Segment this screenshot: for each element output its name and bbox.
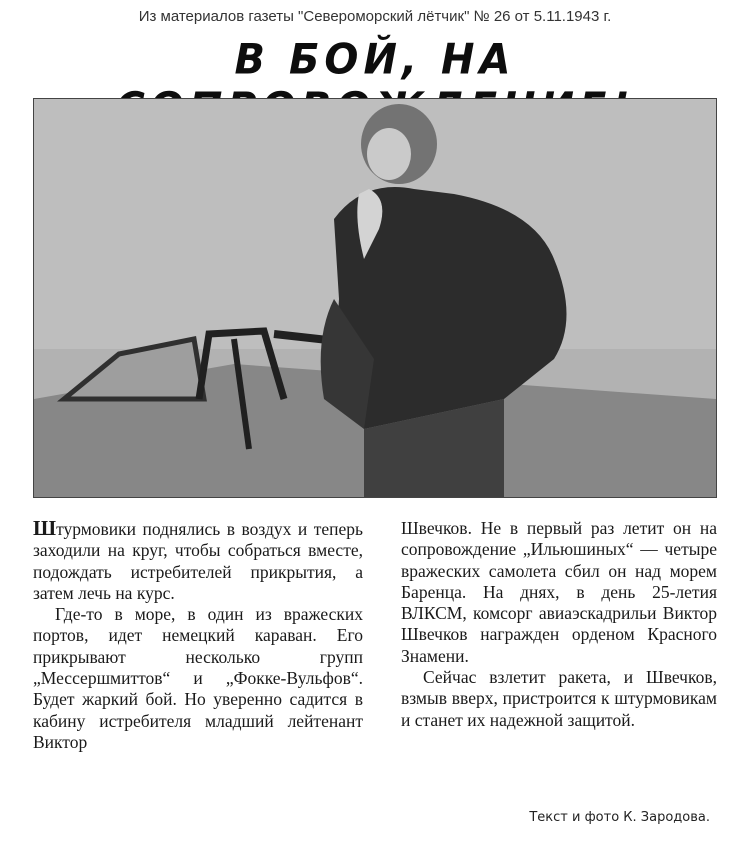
headline: В БОЙ, НА	[234, 35, 516, 84]
right-paragraph-1: Швечков. Не в первый раз летит он на сопровождение „Ильюшиных“ — четыре вражеских самолета сбил он над морем Баренца. На днях, в день 25-летия ВЛКСМ, комсорг авиаэскадрильи Виктор Швечков награжден орденом Красного Знамени.	[401, 518, 717, 666]
photo-credit: Текст и фото К. Зародова.	[529, 810, 710, 825]
left-paragraph-1: турмовики поднялись в воздух и теперь заходили на круг, чтобы собраться вместе, подождать истребителей прикрытия, а затем лечь на курс.	[33, 519, 363, 603]
dropcap: Ш	[33, 516, 57, 540]
pilot-photo	[33, 98, 717, 498]
article-column-right	[401, 518, 717, 731]
article-body	[33, 518, 717, 818]
article-column-left	[33, 518, 363, 753]
right-paragraph-2: Сейчас взлетит ракета, и Швечков, взмыв вверх, пристроится к штурмовикам и станет их надежной защитой.	[401, 667, 717, 730]
source-note: Из материалов газеты "Североморский лётчик" № 26 от 5.11.1943 г.	[138, 8, 612, 25]
left-paragraph-2: Где-то в море, в один из вражеских портов, идет немецкий караван. Его прикрывают несколько групп „Мессершмиттов“ и „Фокке-Вульфов“. Будет жаркий бой. Но уверенно садится в кабину истребителя младший лейтенант Виктор	[33, 604, 363, 752]
